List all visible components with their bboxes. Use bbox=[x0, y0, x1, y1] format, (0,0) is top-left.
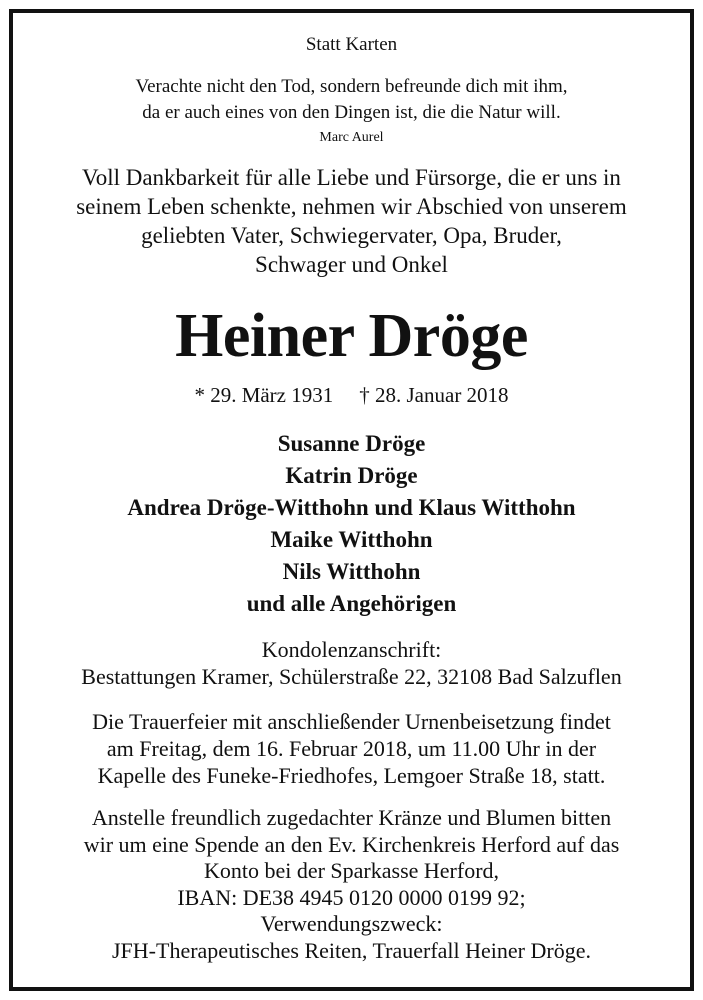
death-date: † 28. Januar 2018 bbox=[359, 383, 509, 407]
intro-line: Voll Dankbarkeit für alle Liebe und Fürsorge, die er uns in bbox=[82, 165, 621, 190]
intro-line: geliebten Vater, Schwiegervater, Opa, Bruder, bbox=[141, 223, 562, 248]
quote-author: Marc Aurel bbox=[319, 130, 384, 145]
obituary-notice bbox=[13, 13, 690, 964]
condolence-line: Kondolenzanschrift: bbox=[261, 637, 442, 662]
ceremony-info bbox=[13, 708, 690, 789]
mourner-name: Maike Witthohn bbox=[270, 527, 433, 552]
deceased-name: Heiner Dröge bbox=[175, 302, 528, 370]
condolence-line: Bestattungen Kramer, Schülerstraße 22, 32108 Bad Salzuflen bbox=[81, 664, 622, 689]
intro-line: Schwager und Onkel bbox=[255, 252, 448, 277]
mourner-name: Andrea Dröge-Witthohn und Klaus Witthohn bbox=[127, 495, 576, 520]
quote-block bbox=[13, 74, 690, 126]
ceremony-line: Kapelle des Funeke-Friedhofes, Lemgoer Straße 18, statt. bbox=[97, 763, 606, 788]
donation-request bbox=[13, 805, 690, 964]
ceremony-line: am Freitag, dem 16. Februar 2018, um 11.00 Uhr in der bbox=[106, 736, 597, 761]
donation-line: JFH-Therapeutisches Reiten, Trauerfall Heiner Dröge. bbox=[112, 937, 591, 963]
donation-line: Anstelle freundlich zugedachter Kränze und Blumen bitten bbox=[91, 805, 612, 830]
mourner-name: und alle Angehörigen bbox=[246, 591, 457, 616]
mourner-name: Nils Witthohn bbox=[282, 559, 421, 584]
header-statt-karten: Statt Karten bbox=[305, 34, 398, 55]
quote-line: Verachte nicht den Tod, sondern befreunde dich mit ihm, bbox=[135, 76, 568, 97]
ceremony-line: Die Trauerfeier mit anschließender Urnenbeisetzung findet bbox=[92, 709, 611, 734]
donation-line: wir um eine Spende an den Ev. Kirchenkreis Herford auf das bbox=[83, 831, 620, 857]
mourner-name: Susanne Dröge bbox=[277, 431, 426, 456]
intro-line: seinem Leben schenkte, nehmen wir Abschied von unserem bbox=[76, 194, 627, 219]
intro-text bbox=[13, 163, 690, 279]
birth-date: * 29. März 1931 bbox=[194, 383, 334, 407]
donation-iban: IBAN: DE38 4945 0120 0000 0199 92; bbox=[177, 884, 526, 910]
mourner-name: Katrin Dröge bbox=[285, 463, 418, 488]
mourners-list bbox=[13, 428, 690, 620]
life-dates bbox=[13, 382, 690, 408]
quote-line: da er auch eines von den Dingen ist, die die Natur will. bbox=[142, 102, 561, 123]
donation-line: Konto bei der Sparkasse Herford, bbox=[203, 858, 500, 883]
donation-line: Verwendungszweck: bbox=[260, 911, 443, 936]
condolence-address bbox=[13, 636, 690, 690]
